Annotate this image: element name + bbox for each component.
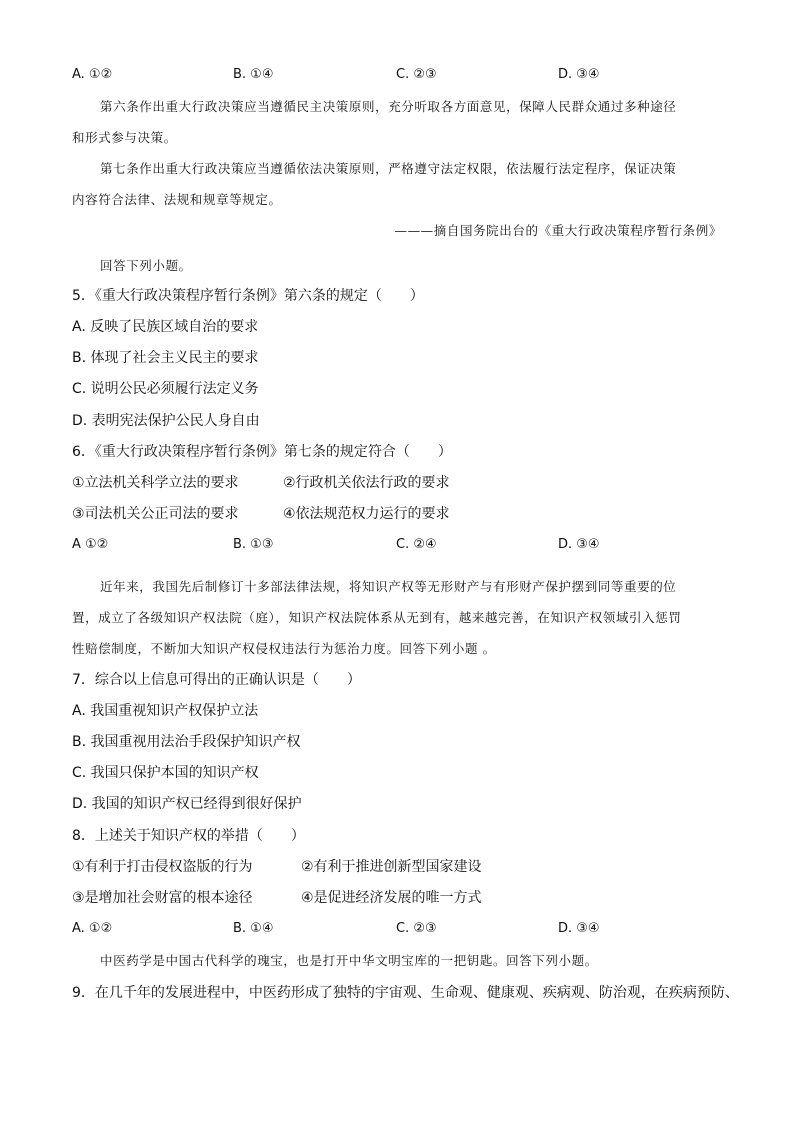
q6-statement-2: ②行政机关依法行政的要求: [283, 475, 450, 491]
q8-statement-1: ①有利于打击侵权盗版的行为: [72, 859, 253, 875]
q6-statement-4: ④依法规范权力运行的要求: [283, 506, 450, 522]
q5-stem: 5．《重大行政决策程序暂行条例》第六条的规定（ ）: [72, 288, 424, 304]
q5-option-a: A. 反映了民族区域自治的要求: [72, 319, 259, 335]
q7-option-b: B. 我国重视用法治手段保护知识产权: [72, 734, 301, 750]
q8-option-a: A. ①②: [72, 921, 113, 936]
q5-option-d: D. 表明宪法保护公民人身自由: [72, 413, 260, 429]
option-d: D. ③④: [558, 67, 600, 82]
q7-stem: 7．综合以上信息可得出的正确认识是（ ）: [72, 672, 361, 688]
q8-statement-2: ②有利于推进创新型国家建设: [301, 859, 482, 875]
article-7-line-2: 内容符合法律、法规和规章等规定。: [72, 192, 282, 207]
q7-option-a: A. 我国重视知识产权保护立法: [72, 703, 259, 719]
ip-passage-line-1: 近年来，我国先后制修订十多部法律法规，将知识产权等无形财产与有形财产保护摆到同等重要的位: [100, 579, 677, 594]
q8-option-d: D. ③④: [558, 921, 600, 936]
q8-stem: 8．上述关于知识产权的举措（ ）: [72, 828, 305, 844]
ip-passage-line-3: 性赔偿制度，不断加大知识产权侵权违法行为惩治力度。回答下列小题 。: [72, 641, 496, 656]
q6-statement-1: ①立法机关科学立法的要求: [72, 475, 239, 491]
ip-passage-line-2: 置，成立了各级知识产权法院（庭），知识产权法院体系从无到有，越来越完善，在知识产权领域引入惩罚: [72, 610, 682, 625]
q7-option-c: C. 我国只保护本国的知识产权: [72, 765, 259, 781]
tcm-passage: 中医药学是中国古代科学的瑰宝，也是打开中华文明宝库的一把钥匙。回答下列小题。: [100, 953, 598, 968]
q7-option-d: D. 我国的知识产权已经得到很好保护: [72, 796, 302, 812]
q8-option-c: C. ②③: [396, 921, 437, 936]
q6-option-a: A ①②: [72, 537, 109, 552]
option-b: B. ①④: [233, 67, 274, 82]
article-6-line-2: 和形式参与决策。: [72, 130, 177, 145]
q9-stem: 9．在几千年的发展进程中，中医药形成了独特的宇宙观、生命观、健康观、疾病观、防治观，在疾病预防、: [72, 985, 739, 1001]
article-7-line-1: 第七条作出重大行政决策应当遵循依法决策原则，严格遵守法定权限，依法履行法定程序，保证决策: [100, 161, 677, 176]
option-a: A. ①②: [72, 67, 113, 82]
q6-statement-3: ③司法机关公正司法的要求: [72, 506, 239, 522]
q8-statement-4: ④是促进经济发展的唯一方式: [301, 890, 482, 906]
q6-option-d: D. ③④: [558, 537, 600, 552]
q5-option-b: B. 体现了社会主义民主的要求: [72, 350, 259, 366]
source-citation: ———摘自国务院出台的《重大行政决策程序暂行条例》: [394, 223, 722, 238]
answer-prompt: 回答下列小题。: [100, 258, 192, 273]
q6-option-b: B. ①③: [233, 537, 274, 552]
q8-option-b: B. ①④: [233, 921, 274, 936]
q6-stem: 6．《重大行政决策程序暂行条例》第七条的规定符合（ ）: [72, 444, 452, 460]
article-6-line-1: 第六条作出重大行政决策应当遵循民主决策原则，充分听取各方面意见，保障人民群众通过多种途径: [100, 99, 677, 114]
q6-option-c: C. ②④: [396, 537, 437, 552]
option-c: C. ②③: [396, 67, 437, 82]
q5-option-c: C. 说明公民必须履行法定义务: [72, 381, 259, 397]
q8-statement-3: ③是增加社会财富的根本途径: [72, 890, 253, 906]
